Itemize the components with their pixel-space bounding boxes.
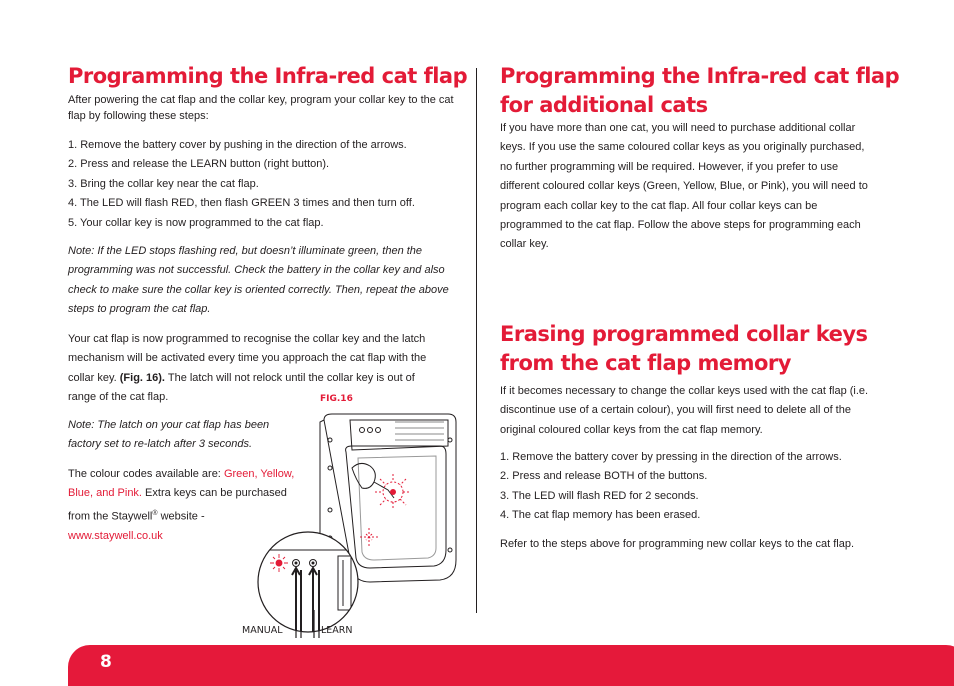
left-note-relatch: Note: The latch on your cat flap has been factory set to re-latch after 3 seconds. <box>68 419 270 451</box>
list-item: 2. Press and release the LEARN button (right button). <box>68 158 330 171</box>
learn-button-label: LEARN <box>321 625 353 636</box>
figure-label: FIG.16 <box>320 394 353 404</box>
column-divider <box>476 68 477 613</box>
list-item: 4. The LED will flash RED, then flash GREEN 3 times and then turn off. <box>68 197 415 210</box>
right-erasing-paragraph: If it becomes necessary to change the collar keys used with the cat flap (i.e. discontinue use of a certain colour), you will first need to delete all of the original coloured collar keys from the cat flap memory. <box>500 385 869 436</box>
right-heading-erasing: Erasing programmed collar keys from the cat flap memory <box>500 322 868 375</box>
list-item: 1. Remove the battery cover by pressing in the direction of the arrows. <box>500 451 842 463</box>
list-item: 3. The LED will flash RED for 2 seconds. <box>500 489 699 502</box>
list-item: 2. Press and release BOTH of the buttons. <box>500 470 708 483</box>
left-colour-codes: The colour codes available are: Green, Yellow, Blue, and Pink. Extra keys can be purchased from the Staywell® website - www.staywell.co.uk <box>68 468 295 542</box>
left-steps-list <box>68 136 468 233</box>
left-note-led: Note: If the LED stops flashing red, but doesn’t illuminate green, then the programming was not successful. Check the battery in the collar key and also check to make sure the collar key is oriented correctly. Then, repeat the above steps to program the cat flap. <box>68 245 449 316</box>
list-item: 5. Your collar key is now programmed to the cat flap. <box>68 216 324 229</box>
list-item: 1. Remove the battery cover by pushing in the direction of the arrows. <box>68 139 407 151</box>
right-additional-cats-paragraph: If you have more than one cat, you will need to purchase additional collar keys. If you use the same coloured collar keys as you originally purchased, no further programming will be required. However, if you prefer to use different coloured collar keys (Green, Yellow, Blue, or Pink), you will need to program each collar key to the cat flap. All four collar keys can be programmed to the cat flap. Follow the above steps for programming each collar key. <box>500 122 868 251</box>
right-erasing-steps-list <box>500 448 900 526</box>
right-refer-paragraph: Refer to the steps above for programming new collar keys to the cat flap. <box>500 538 855 550</box>
left-heading: Programming the Infra-red cat flap <box>68 64 468 88</box>
page-number: 8 <box>100 652 112 672</box>
left-latch-paragraph: Your cat flap is now programmed to recognise the collar key and the latch mechanism will be activated every time you approach the cat flap with the collar key. (Fig. 16). The latch will not relock until the collar key is out of range of the cat flap. <box>68 333 427 404</box>
footer-bar <box>68 645 954 686</box>
manual-button-label: MANUAL <box>242 625 283 636</box>
left-intro: After powering the cat flap and the collar key, program your collar key to the cat flap by following these steps: <box>68 94 454 122</box>
staywell-website-link[interactable]: www.staywell.co.uk <box>68 529 163 542</box>
list-item: 3. Bring the collar key near the cat flap. <box>68 177 259 190</box>
list-item: 4. The cat flap memory has been erased. <box>500 509 701 522</box>
right-heading-additional-cats: Programming the Infra-red cat flap for additional cats <box>500 64 900 117</box>
